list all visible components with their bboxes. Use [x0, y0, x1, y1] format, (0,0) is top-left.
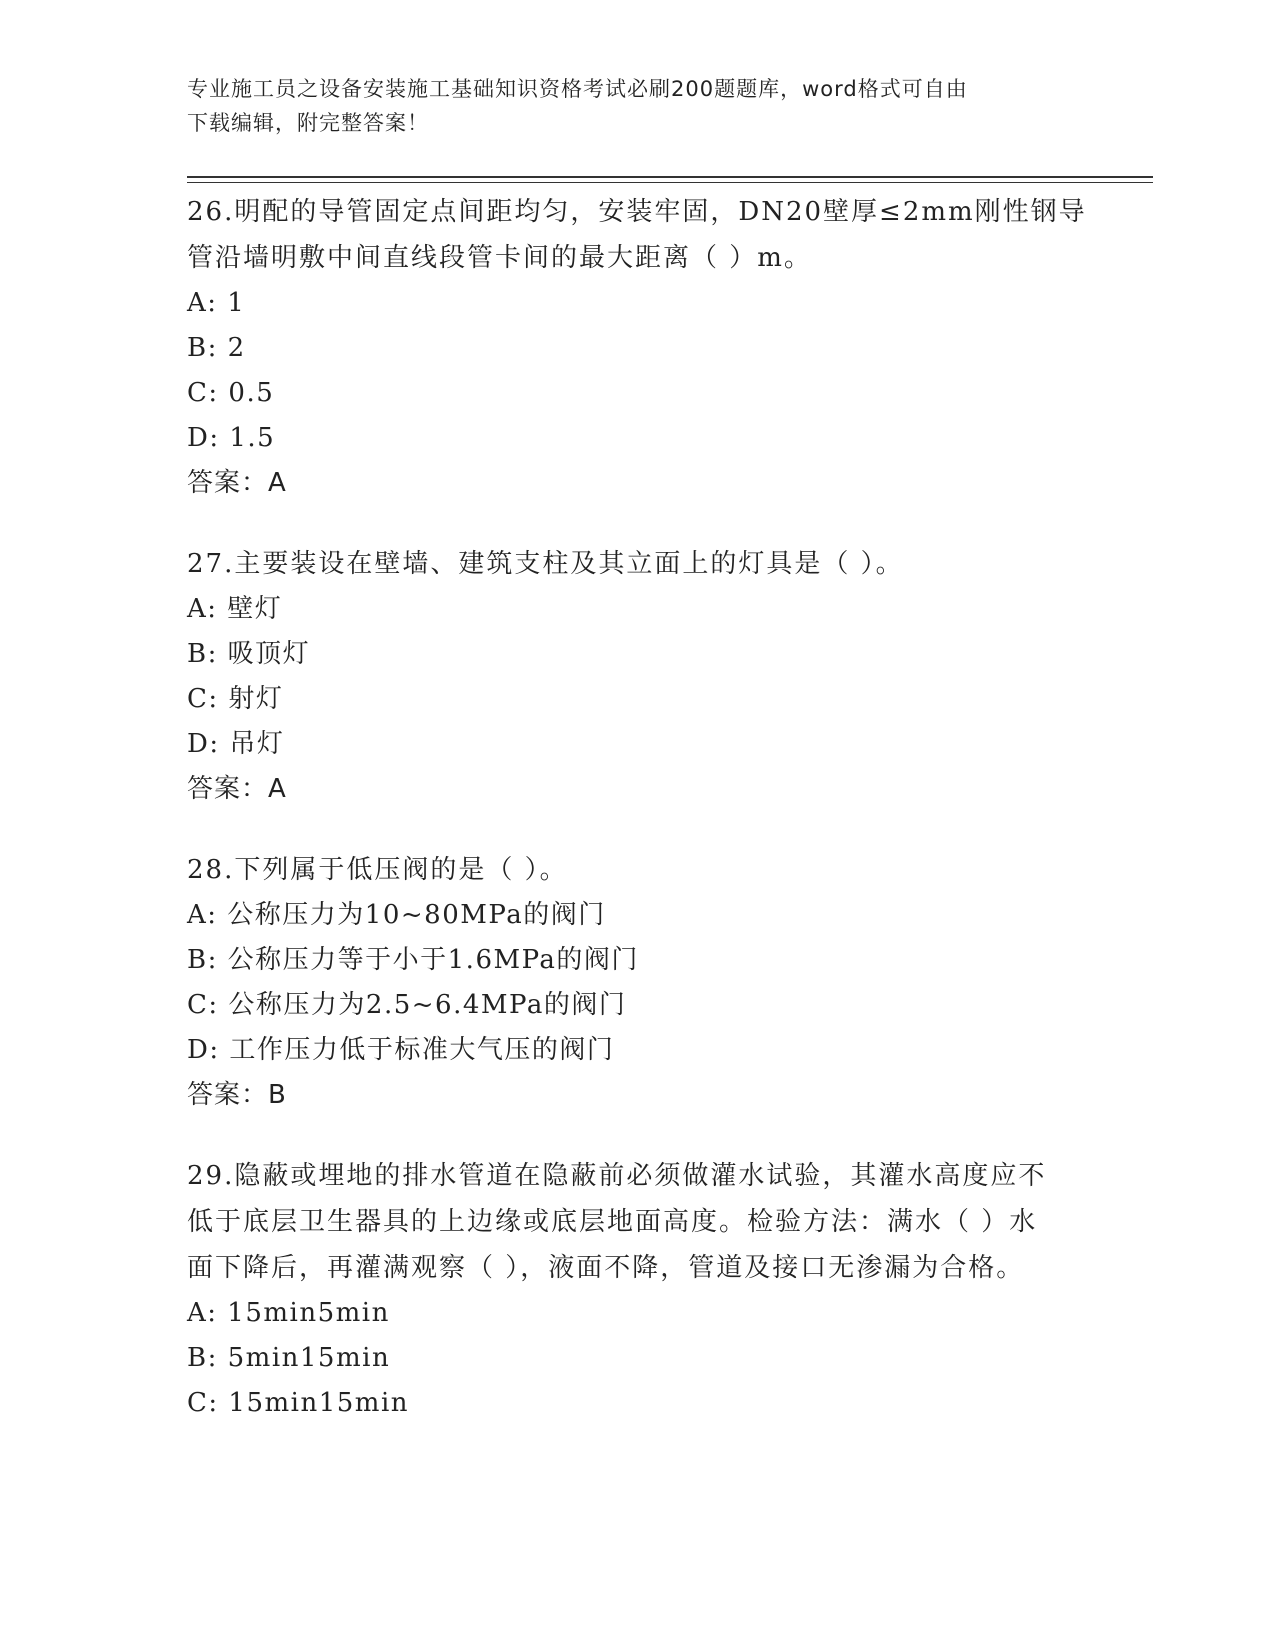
question-29: [187, 1153, 1087, 1426]
option-c: C: 15min15min: [187, 1388, 410, 1418]
question-stem-line: 28.下列属于低压阀的是（ ）。: [187, 855, 568, 885]
option-a: A: 公称压力为10~80MPa的阀门: [187, 900, 606, 930]
question-27: [187, 541, 1087, 811]
option-b: B: 2: [187, 333, 246, 363]
option-d: D: 1.5: [187, 423, 276, 453]
option-a: A: 15min5min: [187, 1298, 390, 1328]
question-stem-line: 管沿墙明敷中间直线段管卡间的最大距离（ ）m。: [187, 243, 812, 273]
option-b: B: 吸顶灯: [187, 639, 311, 669]
option-d: D: 工作压力低于标准大气压的阀门: [187, 1035, 615, 1065]
question-26: [187, 189, 1087, 505]
question-stem-line: 26.明配的导管固定点间距均匀，安装牢固，DN20壁厚≤2mm刚性钢导: [187, 197, 1087, 227]
question-list: [187, 189, 1087, 1462]
answer-line: 答案：B: [187, 1080, 287, 1110]
header-line-2: 下载编辑，附完整答案！: [187, 111, 429, 135]
option-b: B: 公称压力等于小于1.6MPa的阀门: [187, 945, 639, 975]
question-stem-line: 低于底层卫生器具的上边缘或底层地面高度。检验方法：满水（ ）水: [187, 1207, 1038, 1237]
option-c: C: 公称压力为2.5~6.4MPa的阀门: [187, 990, 627, 1020]
header-line-1: 专业施工员之设备安装施工基础知识资格考试必刷200题题库，word格式可自由: [187, 77, 968, 101]
answer-line: 答案：A: [187, 468, 287, 498]
option-a: A: 1: [187, 288, 246, 318]
document-header: [187, 72, 1067, 140]
option-b: B: 5min15min: [187, 1343, 391, 1373]
option-a: A: 壁灯: [187, 594, 283, 624]
question-28: [187, 847, 1087, 1117]
option-c: C: 0.5: [187, 378, 275, 408]
option-c: C: 射灯: [187, 684, 284, 714]
question-stem-line: 面下降后，再灌满观察（ ），液面不降，管道及接口无渗漏为合格。: [187, 1253, 1025, 1283]
header-divider-thick: [187, 176, 1153, 178]
answer-line: 答案：A: [187, 774, 287, 804]
option-d: D: 吊灯: [187, 729, 285, 759]
header-divider-thin: [187, 182, 1153, 183]
question-stem-line: 27.主要装设在壁墙、建筑支柱及其立面上的灯具是（ ）。: [187, 549, 904, 579]
question-stem-line: 29.隐蔽或埋地的排水管道在隐蔽前必须做灌水试验，其灌水高度应不: [187, 1161, 1047, 1191]
